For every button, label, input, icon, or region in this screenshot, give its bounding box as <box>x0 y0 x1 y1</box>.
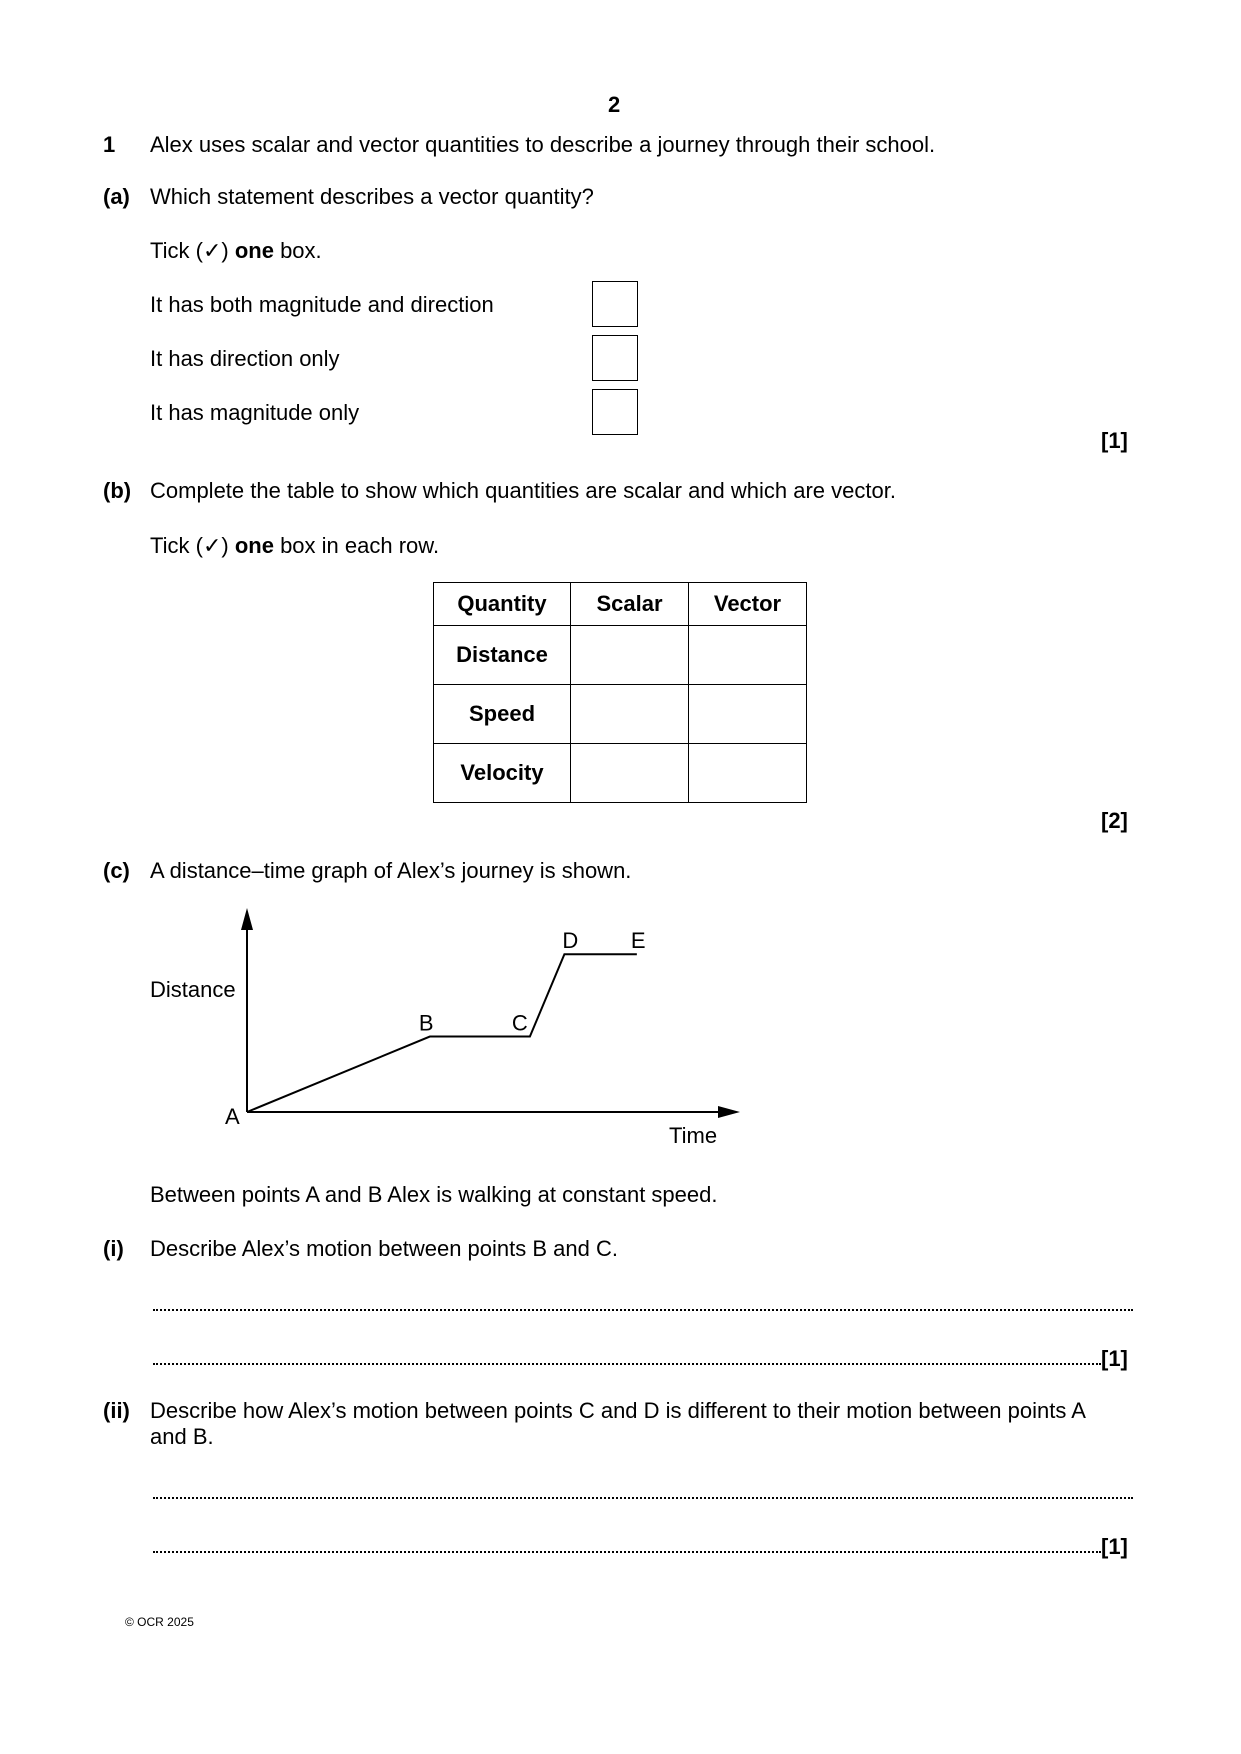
part-a-label: (a) <box>103 184 130 209</box>
point-label-a: A <box>225 1104 240 1129</box>
point-label-d: D <box>562 928 579 954</box>
part-ci-question: Describe Alex’s motion between points B and C. <box>150 1236 618 1261</box>
table-header: Quantity <box>434 583 571 626</box>
instruction-emphasis: one <box>234 533 274 558</box>
y-axis-label: Distance <box>150 977 236 1002</box>
option-tick-box[interactable] <box>592 389 638 435</box>
table-row <box>434 685 807 744</box>
marks-cii: [1] <box>1101 1534 1128 1559</box>
part-cii-question-line2: and B. <box>150 1424 214 1449</box>
scalar-tick-cell[interactable] <box>571 685 689 744</box>
marks-a: [1] <box>1101 428 1128 453</box>
part-b-question: Complete the table to show which quantities are scalar and which are vector. <box>150 478 896 503</box>
scalar-tick-cell[interactable] <box>571 626 689 685</box>
question-number: 1 <box>103 132 116 157</box>
answer-line[interactable] <box>153 1495 1133 1499</box>
table-row <box>434 626 807 685</box>
part-cii-label: (ii) <box>103 1398 130 1423</box>
point-label-b: B <box>418 1010 434 1036</box>
answer-line[interactable] <box>153 1361 1101 1365</box>
part-b-instruction <box>150 533 439 559</box>
part-a-instruction <box>150 238 322 264</box>
instruction-text: Tick (✓) <box>150 238 235 263</box>
vector-tick-cell[interactable] <box>689 744 807 803</box>
quantity-name: Speed <box>434 685 571 744</box>
part-a-question: Which statement describes a vector quantity? <box>150 184 594 209</box>
x-axis-label: Time <box>669 1123 718 1148</box>
question-intro: Alex uses scalar and vector quantities to describe a journey through their school. <box>150 132 936 157</box>
answer-line[interactable] <box>153 1549 1101 1553</box>
part-b-label: (b) <box>103 478 132 503</box>
marks-b: [2] <box>1101 808 1128 833</box>
table-header-row <box>434 583 807 626</box>
part-cii-question-line1: Describe how Alex’s motion between points C and D is different to their motion between points A <box>150 1398 1086 1423</box>
x-axis-arrowhead <box>718 1106 740 1118</box>
option-tick-box[interactable] <box>592 335 638 381</box>
part-c-statement: Between points A and B Alex is walking at constant speed. <box>150 1182 718 1207</box>
part-c-label: (c) <box>103 858 130 883</box>
part-c-question: A distance–time graph of Alex’s journey is shown. <box>150 858 632 883</box>
part-ci-label: (i) <box>103 1236 124 1261</box>
instruction-text: Tick (✓) <box>150 533 235 558</box>
option-label: It has magnitude only <box>150 400 360 425</box>
vector-tick-cell[interactable] <box>689 626 807 685</box>
option-label: It has both magnitude and direction <box>150 292 494 317</box>
point-label-c: C <box>511 1010 528 1036</box>
page-number: 2 <box>608 92 621 117</box>
y-axis-arrowhead <box>241 908 253 930</box>
table-header: Vector <box>689 583 807 626</box>
table-header: Scalar <box>571 583 689 626</box>
copyright-footer: © OCR 2025 <box>125 1615 194 1629</box>
table-row <box>434 744 807 803</box>
quantity-name: Velocity <box>434 744 571 803</box>
option-tick-box[interactable] <box>592 281 638 327</box>
point-label-e: E <box>630 928 646 954</box>
quantity-table <box>433 582 807 803</box>
scalar-tick-cell[interactable] <box>571 744 689 803</box>
option-label: It has direction only <box>150 346 340 371</box>
answer-line[interactable] <box>153 1307 1133 1311</box>
quantity-name: Distance <box>434 626 571 685</box>
instruction-text: box in each row. <box>273 533 440 558</box>
marks-ci: [1] <box>1101 1346 1128 1371</box>
journey-line <box>247 954 637 1112</box>
vector-tick-cell[interactable] <box>689 685 807 744</box>
instruction-emphasis: one <box>234 238 274 263</box>
instruction-text: box. <box>273 238 322 263</box>
